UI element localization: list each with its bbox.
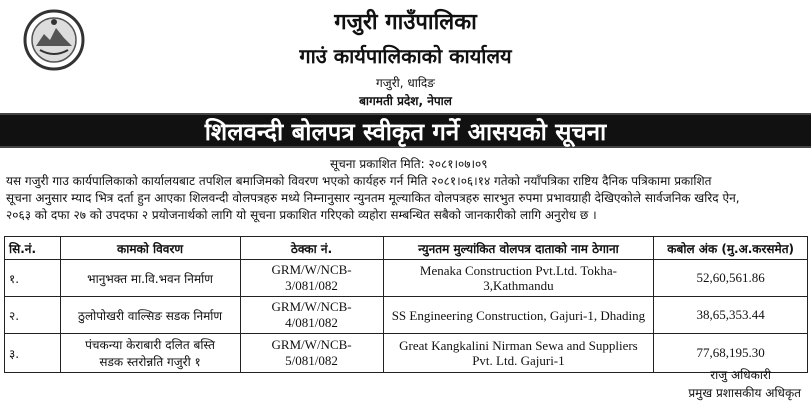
office-name: गाउं कार्यपालिकाको कार्यालय <box>299 44 512 68</box>
row-sn: ३. <box>5 334 61 373</box>
table-row <box>5 297 808 334</box>
row-bidder: Menaka Construction Pvt.Ltd. Tokha-3,Kathmandu <box>383 260 654 297</box>
notice-body-line: २०६३ को दफा २७ को उपदफा २ प्रयोजनार्थको लागि यो सूचना प्रकाशित गरिएको व्यहोरा सम्बन्धित सबैको जानकारीको लागि अनुरोध छ । <box>6 208 597 222</box>
notice-body-line: सूचना अनुसार म्याद भित्र दर्ता हुन आएका शिलवन्दी वोलपत्रहरु मध्ये निम्नानुसार न्युनतम मूल्याकित वोलपत्रहरु सारभुत रुपमा प्रभावग्राही देखिएकोले सार्वजनिक खरिद ऐन, <box>6 191 740 205</box>
row-amount: 77,68,195.30 <box>654 334 808 373</box>
notice-body-line: यस गजुरी गाउ कार्यपालिकाको कार्यालयबाट तपशिल बमाजिमको विवरण भएको कार्यहरु गर्न मिति २०८१।०६।१४ गतेको नयाँपत्रिका राष्टिय दैनिक पत्रिकामा प्रकाशित <box>6 174 712 188</box>
published-date: सूचना प्रकाशित मिति: २०८१।०७।०९ <box>330 157 488 171</box>
row-contract: GRM/W/NCB- 5/081/082 <box>240 334 383 373</box>
bid-table <box>4 236 808 373</box>
row-bidder-line: Great Kangkalini Nirman Sewa and Suppliers <box>399 338 638 353</box>
municipality-name: गजुरी गाउँपालिका <box>334 10 477 35</box>
header-amount: कबोल अंक (मु.अ.करसमेत) <box>654 237 808 260</box>
signatory-name: राजु अधिकारी <box>710 368 771 382</box>
row-contract: GRM/W/NCB- 4/081/082 <box>240 297 383 334</box>
row-work-line: सडक स्तरोन्नति गजुरी १ <box>99 355 201 369</box>
row-bidder-line: Pvt. Ltd. Gajuri-1 <box>472 353 565 368</box>
header-sn: सि.नं. <box>5 237 61 260</box>
row-bidder <box>383 334 654 373</box>
notice-body <box>6 173 806 224</box>
row-contract: GRM/W/NCB- 3/081/082 <box>240 260 383 297</box>
table-row <box>5 334 808 373</box>
header-contract: ठेक्का नं. <box>240 237 383 260</box>
row-sn: २. <box>5 297 61 334</box>
table-row <box>5 260 808 297</box>
row-sn: १. <box>5 260 61 297</box>
row-work: ठुलोपोखरी वाल्सिङ सडक निर्माण <box>60 297 240 334</box>
header-bidder: न्युनतम मुल्यांकित वोलपत्र दाताको नाम ठेगाना <box>383 237 654 260</box>
row-bidder: SS Engineering Construction, Gajuri-1, Dhading <box>383 297 654 334</box>
office-province: बागमती प्रदेश, नेपाल <box>359 94 452 108</box>
notice-title: शिलवन्दी बोलपत्र स्वीकृत गर्ने आसयको सूचना <box>0 113 811 148</box>
row-work: भानुभक्त मा.वि.भवन निर्माण <box>60 260 240 297</box>
signatory-designation: प्रमुख प्रशासकीय अधिकृत <box>688 386 801 400</box>
row-work <box>60 334 240 373</box>
office-location: गजुरी, धादिङ <box>376 76 435 90</box>
table-header-row <box>5 237 808 260</box>
row-amount: 38,65,353.44 <box>654 297 808 334</box>
row-amount: 52,60,561.86 <box>654 260 808 297</box>
row-work-line: पंचकन्या केराबारी दलित बस्ति <box>85 338 215 352</box>
header-work: कामको विवरण <box>60 237 240 260</box>
